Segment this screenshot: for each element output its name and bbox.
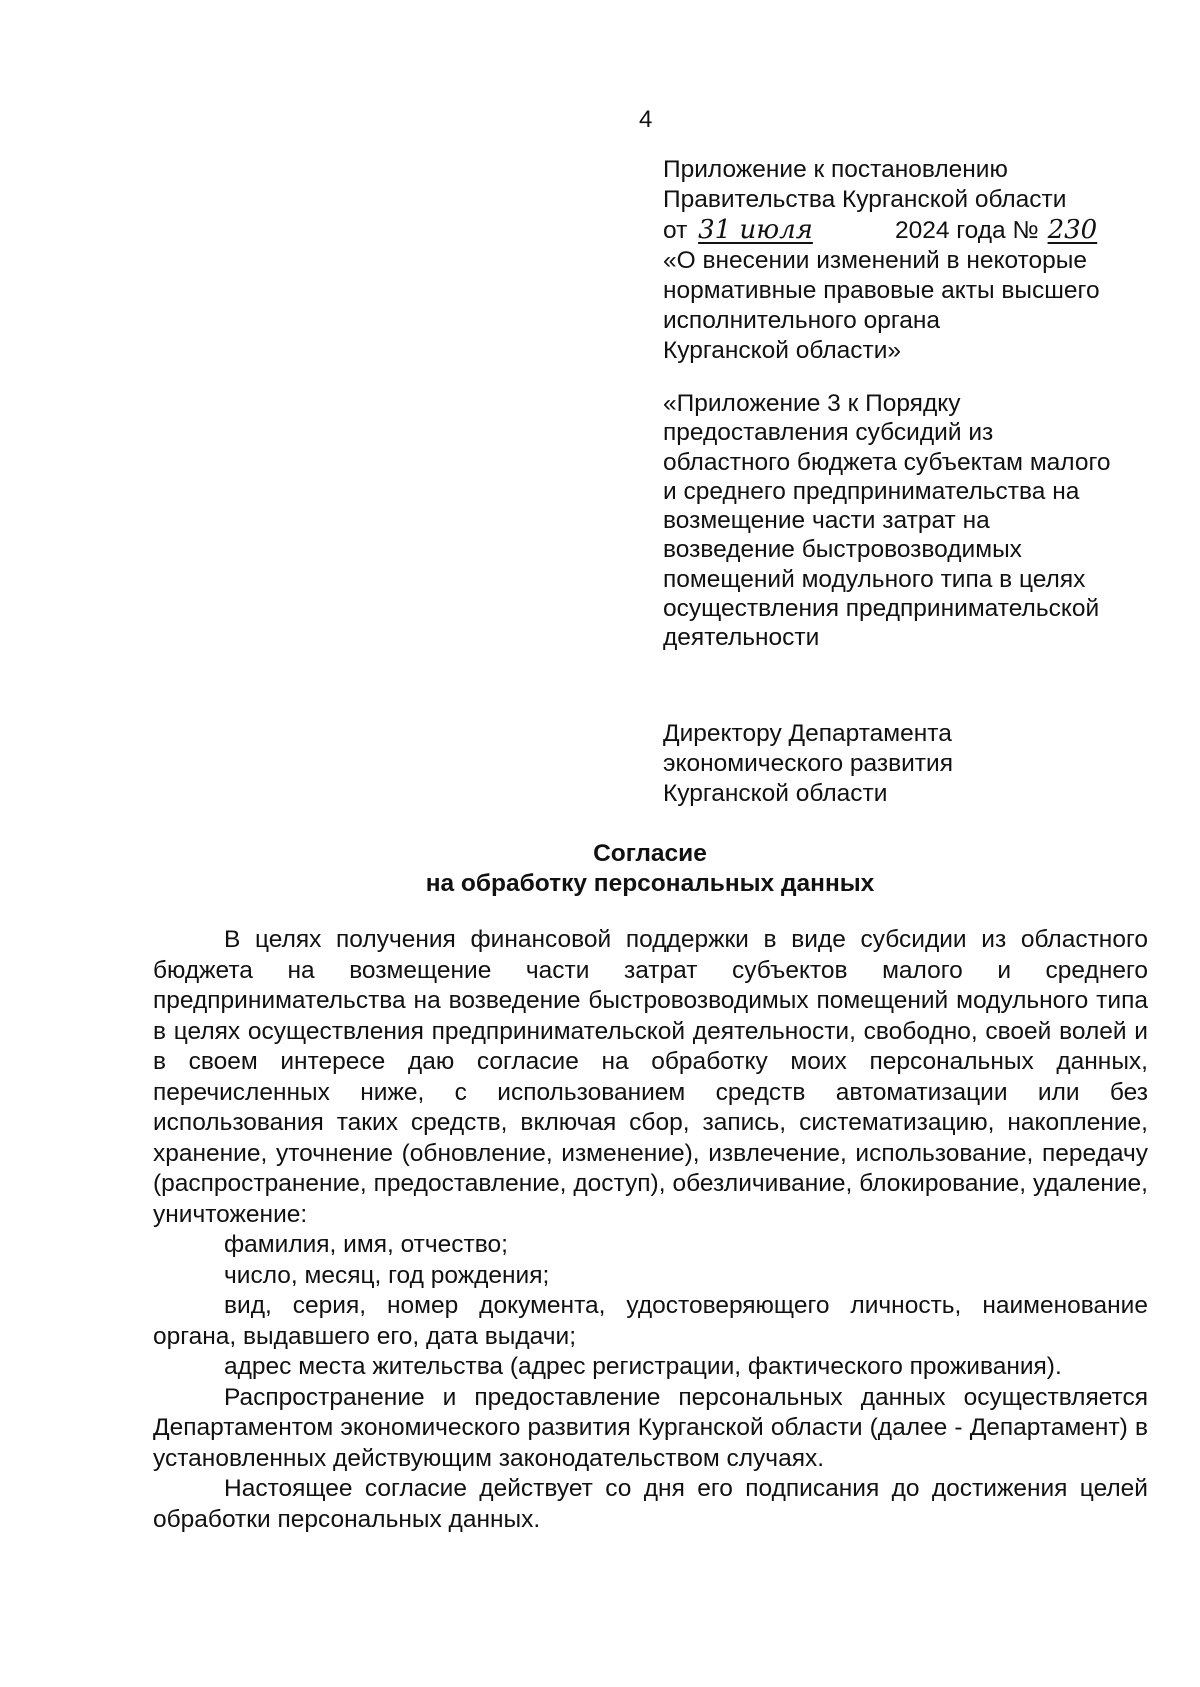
body-paragraph-purpose: В целях получения финансовой поддержки в виде субсидии из областного бюджета на возмещение части затрат субъектов малого и среднего предпринимательства на возведение быстровозводимых помещений модульного типа в целях осуществления предпринимательской деятельности, свободно, своей волей и в своем интересе даю согласие на обработку моих персональных данных, перечисленных ниже, с использованием средств автоматизации или без использования таких средств, включая сбор, запись, систематизацию, накопление, хранение, уточнение (обновление, изменение), извлечение, использование, передачу (распространение, предоставление, доступ), обезличивание, блокирование, удаление, уничтожение: (153, 926, 1148, 1228)
body-list-item: вид, серия, номер документа, удостоверяющего личность, наименование органа, выдавшего его, дата выдачи; (153, 1292, 1148, 1350)
annex-line-2: Правительства Курганской области (663, 186, 1067, 213)
body-paragraph-distribution: Распространение и предоставление персональных данных осуществляется Департаментом экономического развития Курганской области (далее - Департамент) в установленных действующим законодательством случаях. (153, 1383, 1148, 1472)
appendix-line: областного бюджета субъектам малого (663, 448, 1111, 476)
addressee-line: Курганской области (663, 780, 888, 807)
year-label: 2024 года № (894, 217, 1039, 244)
appendix-line: «Приложение 3 к Порядку (663, 390, 961, 417)
annex-line-7: Курганской области» (663, 337, 902, 364)
appendix-line: возмещение части затрат на (663, 507, 990, 535)
body-paragraph-validity: Настоящее согласие действует со дня его подписания до достижения целей обработки персональных данных. (153, 1475, 1148, 1533)
body-list-item: число, месяц, год рождения; (224, 1261, 550, 1289)
body-list-item: адрес места жительства (адрес регистрации, фактического проживания). (224, 1353, 1062, 1380)
addressee-line: Директору Департамента (663, 720, 952, 747)
appendix-line: возведение быстровозводимых (663, 536, 1022, 564)
document-title: Согласие (593, 840, 707, 867)
annex-date-line (663, 215, 1143, 246)
annex-line-4: «О внесении изменений в некоторые (663, 247, 1087, 274)
annex-line-6: исполнительного органа (663, 307, 941, 334)
body-list-item: фамилия, имя, отчество; (224, 1231, 508, 1258)
annex-line-5: нормативные правовые акты высшего (663, 277, 1100, 304)
page-number: 4 (639, 106, 653, 133)
appendix-line: деятельности (663, 624, 820, 652)
annex-header (663, 155, 1143, 366)
addressee-line: экономического развития (663, 750, 953, 777)
document-body (153, 925, 1148, 1535)
appendix-line: помещений модульного типа в целях (663, 565, 1086, 593)
appendix-line: предоставления субсидий из (663, 419, 994, 447)
appendix-header (663, 389, 1143, 653)
addressee-block (663, 719, 1143, 809)
annex-line-1: Приложение к постановлению (663, 156, 1008, 183)
document-subtitle: на обработку персональных данных (425, 870, 875, 897)
appendix-line: осуществления предпринимательской (663, 595, 1100, 623)
appendix-line: и среднего предпринимательства на (663, 477, 1080, 505)
handwritten-date: 31 июля (698, 215, 813, 245)
from-label: от (663, 217, 688, 244)
handwritten-number: 230 (1047, 215, 1098, 245)
